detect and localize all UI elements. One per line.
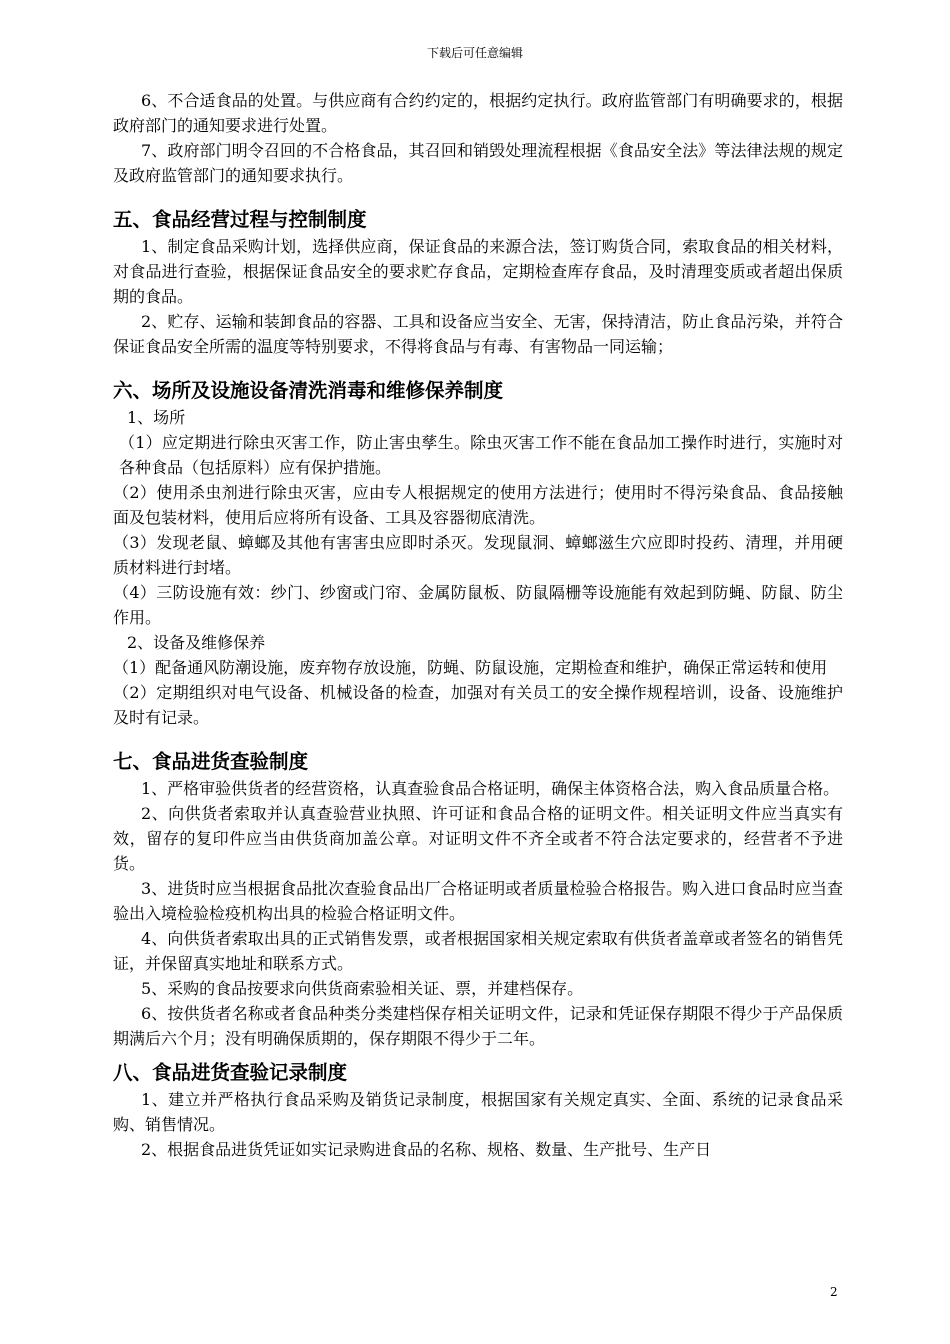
paragraph: （2）定期组织对电气设备、机械设备的检查，加强对有关员工的安全操作规程培训，设备、设施维护及时有记录。	[113, 683, 843, 727]
paragraph: 7、政府部门明令召回的不合格食品，其召回和销毁处理流程根据《食品安全法》等法律法规的规定及政府监管部门的通知要求执行。	[113, 141, 843, 185]
paragraph: 2、向供货者索取并认真查验营业执照、许可证和食品合格的证明文件。相关证明文件应当真实有效，留存的复印件应当由供货商加盖公章。对证明文件不齐全或者不符合法定要求的，经营者不予进货。	[113, 804, 843, 873]
paragraph: 4、向供货者索取出具的正式销售发票，或者根据国家相关规定索取有供货者盖章或者签名的销售凭证，并保留真实地址和联系方式。	[113, 929, 843, 973]
page-header: 下载后可任意编辑	[426, 46, 523, 60]
section-heading-6: 六、场所及设施设备清洗消毒和维修保养制度	[113, 379, 504, 402]
paragraph: 2、贮存、运输和装卸食品的容器、工具和设备应当安全、无害，保持清洁，防止食品污染，并符合保证食品安全所需的温度等特别要求，不得将食品与有毒、有害物品一同运输；	[113, 312, 843, 356]
page-number: 2	[830, 1285, 838, 1299]
paragraph: （3）发现老鼠、蟑螂及其他有害害虫应即时杀灭。发现鼠洞、蟑螂滋生穴应即时投药、清理，并用硬质材料进行封堵。	[113, 533, 843, 577]
paragraph: 6、不合适食品的处置。与供应商有合约约定的，根据约定执行。政府监管部门有明确要求的，根据政府部门的通知要求进行处置。	[113, 91, 843, 135]
section-heading-8: 八、食品进货查验记录制度	[113, 1061, 348, 1084]
paragraph: 6、按供货者名称或者食品种类分类建档保存相关证明文件，记录和凭证保存期限不得少于产品保质期满后六个月；没有明确保质期的，保存期限不得少于二年。	[113, 1004, 843, 1048]
paragraph: 2、设备及维修保养	[127, 633, 266, 652]
section-heading-7: 七、食品进货查验制度	[113, 750, 309, 773]
paragraph: 2、根据食品进货凭证如实记录购进食品的名称、规格、数量、生产批号、生产日	[141, 1140, 712, 1159]
paragraph: （4）三防设施有效：纱门、纱窗或门帘、金属防鼠板、防鼠隔栅等设施能有效起到防蝇、防鼠、防尘作用。	[113, 583, 843, 627]
paragraph: （2）使用杀虫剂进行除虫灭害，应由专人根据规定的使用方法进行；使用时不得污染食品、食品接触面及包装材料，使用后应将所有设备、工具及容器彻底清洗。	[113, 483, 843, 527]
paragraph: 1、制定食品采购计划，选择供应商，保证食品的来源合法，签订购货合同，索取食品的相关材料，对食品进行查验，根据保证食品安全的要求贮存食品，定期检查库存食品，及时清理变质或者超出保质期的食品。	[113, 237, 843, 306]
paragraph: 3、进货时应当根据食品批次查验食品出厂合格证明或者质量检验合格报告。购入进口食品时应当查验出入境检验检疫机构出具的检验合格证明文件。	[113, 879, 843, 923]
paragraph: （1）配备通风防潮设施，废弃物存放设施，防蝇、防鼠设施，定期检查和维护，确保正常运转和使用	[113, 658, 828, 677]
document-body	[113, 88, 843, 1162]
paragraph: （1）应定期进行除虫灭害工作，防止害虫孳生。除虫灭害工作不能在食品加工操作时进行，实施时对各种食品（包括原料）应有保护措施。	[119, 433, 843, 477]
paragraph: 1、严格审验供货者的经营资格，认真查验食品合格证明，确保主体资格合法，购入食品质量合格。	[141, 779, 840, 798]
paragraph: 1、场所	[127, 408, 186, 427]
paragraph: 5、采购的食品按要求向供货商索验相关证、票，并建档保存。	[141, 979, 584, 998]
section-heading-5: 五、食品经营过程与控制制度	[113, 208, 367, 231]
paragraph: 1、建立并严格执行食品采购及销货记录制度，根据国家有关规定真实、全面、系统的记录食品采购、销售情况。	[113, 1090, 843, 1134]
